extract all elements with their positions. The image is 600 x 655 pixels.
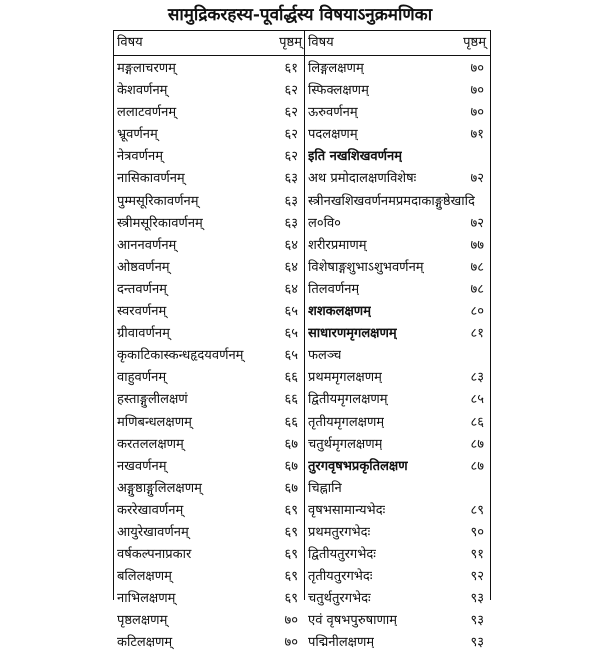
- left-page: ६९: [284, 502, 298, 518]
- left-topic: करतललक्षणम्: [117, 436, 184, 452]
- right-page: ८९: [470, 502, 484, 518]
- left-page: ६७: [284, 458, 298, 474]
- left-topic: नासिकावर्णनम्: [117, 171, 185, 187]
- right-page: ९३: [470, 591, 484, 607]
- left-page: ६४: [284, 281, 298, 297]
- left-page: ७०: [284, 613, 298, 629]
- right-page: ८१: [470, 326, 484, 342]
- table-row: [0, 610, 600, 632]
- right-topic: प्रथममृगलक्षणम्: [308, 370, 382, 386]
- header-topic-left: विषय: [117, 35, 143, 50]
- header-page-left: पृष्ठम्: [279, 35, 302, 50]
- right-page: ७२: [470, 215, 484, 231]
- left-page: ६९: [284, 591, 298, 607]
- left-page: ६९: [284, 569, 298, 585]
- left-topic: बलिलक्षणम्: [117, 569, 172, 585]
- right-topic: विशेषाङ्गशुभाऽशुभवर्णनम्: [308, 259, 424, 275]
- left-page: ६६: [284, 414, 298, 430]
- right-page: ७७: [470, 237, 484, 253]
- header-page-right: पृष्ठम्: [463, 35, 486, 50]
- right-page: ८५: [470, 392, 484, 408]
- table-row: [0, 235, 600, 257]
- table-row: [0, 544, 600, 566]
- table-row: [0, 588, 600, 610]
- left-page: ७०: [284, 635, 298, 651]
- right-page: ७०: [470, 83, 484, 99]
- left-page: ६५: [284, 348, 298, 364]
- left-page: ६४: [284, 237, 298, 253]
- table-row: [0, 58, 600, 80]
- left-topic: ग्रीवावर्णनम्: [117, 326, 170, 342]
- left-page: ६७: [284, 436, 298, 452]
- table-row: [0, 146, 600, 168]
- left-topic: कृकाटिकास्कन्धहृदयवर्णनम्: [117, 348, 244, 364]
- left-topic: अङ्गुष्ठाङ्गुलिलक्षणम्: [117, 480, 202, 496]
- left-page: ६३: [284, 193, 298, 209]
- table-row: [0, 389, 600, 411]
- left-page: ६९: [284, 524, 298, 540]
- left-topic: पुम्मसूरिकावर्णनम्: [117, 193, 199, 209]
- table-row: [0, 345, 600, 367]
- right-page: ७०: [470, 105, 484, 121]
- right-page: ९२: [470, 569, 484, 585]
- right-topic: स्फिक्लक्षणम्: [308, 83, 369, 99]
- table-row: [0, 80, 600, 102]
- left-page: ६४: [284, 259, 298, 275]
- right-topic: द्वितीयमृगलक्षणम्: [308, 392, 388, 408]
- right-page: ७१: [470, 127, 484, 143]
- right-topic: एवं वृषभपुरुषाणाम्: [308, 613, 398, 629]
- left-topic: वाहुवर्णनम्: [117, 370, 167, 386]
- right-page: ७०: [470, 61, 484, 76]
- table-row: [0, 168, 600, 190]
- left-page: ६६: [284, 370, 298, 386]
- left-page: ६९: [284, 547, 298, 563]
- right-topic: पद्मिनीलक्षणम्: [308, 635, 375, 651]
- table-row: [0, 279, 600, 301]
- right-page: ८७: [470, 436, 484, 452]
- left-topic: वर्षकल्पनाप्रकार: [117, 547, 192, 563]
- right-page: ७८: [470, 259, 484, 275]
- right-page: ८६: [470, 414, 484, 430]
- right-topic: शरीरप्रमाणम्: [308, 237, 367, 253]
- right-topic: प्रथमतुरगभेदः: [308, 524, 371, 540]
- left-topic: कटिलक्षणम्: [117, 635, 173, 651]
- left-topic: ओष्ठवर्णनम्: [117, 259, 170, 275]
- left-topic: नाभिलक्षणम्: [117, 591, 176, 607]
- table-row: [0, 632, 600, 654]
- right-page: ९३: [470, 635, 484, 651]
- right-topic: वृषभसामान्यभेदः: [308, 502, 386, 518]
- right-topic: पदलक्षणम्: [308, 127, 358, 143]
- right-topic: शशकलक्षणम्: [308, 304, 371, 320]
- left-topic: पृष्ठलक्षणम्: [117, 613, 168, 629]
- right-page: ९१: [470, 547, 484, 563]
- left-topic: केशवर्णनम्: [117, 83, 168, 99]
- right-topic: तिलवर्णनम्: [308, 281, 360, 297]
- right-topic: फलञ्च: [308, 348, 342, 364]
- header-topic-right: विषय: [308, 35, 334, 50]
- left-page: ६३: [284, 171, 298, 187]
- right-topic: तृतीयतुरगभेदः: [308, 569, 373, 585]
- right-page: ९३: [470, 613, 484, 629]
- table-row: [0, 478, 600, 500]
- right-topic: साधारणमृगलक्षणम्: [308, 326, 397, 342]
- left-topic: नेत्रवर्णनम्: [117, 149, 164, 165]
- table-row: [0, 412, 600, 434]
- right-page: ७८: [470, 281, 484, 297]
- left-topic: नखवर्णनम्: [117, 458, 167, 474]
- right-topic: तुरगवृषभप्रकृतिलक्षण: [308, 458, 408, 474]
- left-topic: स्त्रीमसूरिकावर्णनम्: [117, 215, 203, 231]
- right-topic: ल०वि०: [308, 215, 341, 231]
- right-topic: स्त्रीनखशिखवर्णनमप्रमदाकाङ्गुष्ठेखादि: [308, 193, 475, 209]
- left-page: ६२: [284, 149, 298, 165]
- right-page: ८७: [470, 458, 484, 474]
- left-page: ६३: [284, 215, 298, 231]
- table-row: [0, 456, 600, 478]
- right-topic: इति नखशिखवर्णनम्: [308, 149, 402, 165]
- table-top-rule: [113, 30, 490, 31]
- right-page: ८३: [470, 370, 484, 386]
- right-topic: तृतीयमृगलक्षणम्: [308, 414, 385, 430]
- left-page: ६६: [284, 392, 298, 408]
- left-topic: ललाटवर्णनम्: [117, 105, 177, 121]
- table-row: [0, 257, 600, 279]
- table-row: [0, 323, 600, 345]
- table-row: [0, 191, 600, 213]
- left-page: ६२: [284, 105, 298, 121]
- left-topic: भ्रूवर्णनम्: [117, 127, 158, 143]
- left-topic: दन्तवर्णनम्: [117, 281, 167, 297]
- table-row: [0, 367, 600, 389]
- table-row: [0, 434, 600, 456]
- header-rule: [113, 55, 490, 56]
- left-page: ६५: [284, 304, 298, 320]
- left-topic: हस्ताङ्गुलीलक्षणं: [117, 392, 188, 408]
- left-page: ६२: [284, 83, 298, 99]
- table-row: [0, 213, 600, 235]
- left-topic: आननवर्णनम्: [117, 237, 177, 253]
- left-topic: मणिबन्धलक्षणम्: [117, 414, 192, 430]
- left-page: ६२: [284, 127, 298, 143]
- table-row: [0, 102, 600, 124]
- right-topic: लिङ्गलक्षणम्: [308, 61, 364, 76]
- left-topic: स्वरवर्णनम्: [117, 304, 167, 320]
- table-row: [0, 124, 600, 146]
- table-row: [0, 522, 600, 544]
- table-row: [0, 301, 600, 323]
- right-page: ८०: [470, 304, 484, 320]
- index-table: [0, 58, 600, 655]
- right-page: ९०: [470, 524, 484, 540]
- right-topic: चिह्नानि: [308, 480, 342, 496]
- right-topic: चतुर्थमृगलक्षणम्: [308, 436, 383, 452]
- page-title: सामुद्रिकरहस्य-पूर्वार्द्धस्य विषयाऽनुक्रमणिका: [167, 5, 433, 25]
- right-topic: चतुर्थतुरगभेदः: [308, 591, 371, 607]
- left-page: ६५: [284, 326, 298, 342]
- table-row: [0, 566, 600, 588]
- right-topic: ऊरुवर्णनम्: [308, 105, 358, 121]
- left-page: ६७: [284, 480, 298, 496]
- right-page: ७२: [470, 171, 484, 187]
- left-topic: आयुरेखावर्णनम्: [117, 524, 189, 540]
- left-topic: मङ्गलाचरणम्: [117, 61, 176, 76]
- left-topic: कररेखावर्णनम्: [117, 502, 184, 518]
- right-topic: द्वितीयतुरगभेदः: [308, 547, 376, 563]
- right-topic: अथ प्रमोदालक्षणविशेषः: [308, 171, 417, 187]
- table-row: [0, 500, 600, 522]
- left-page: ६१: [284, 61, 298, 76]
